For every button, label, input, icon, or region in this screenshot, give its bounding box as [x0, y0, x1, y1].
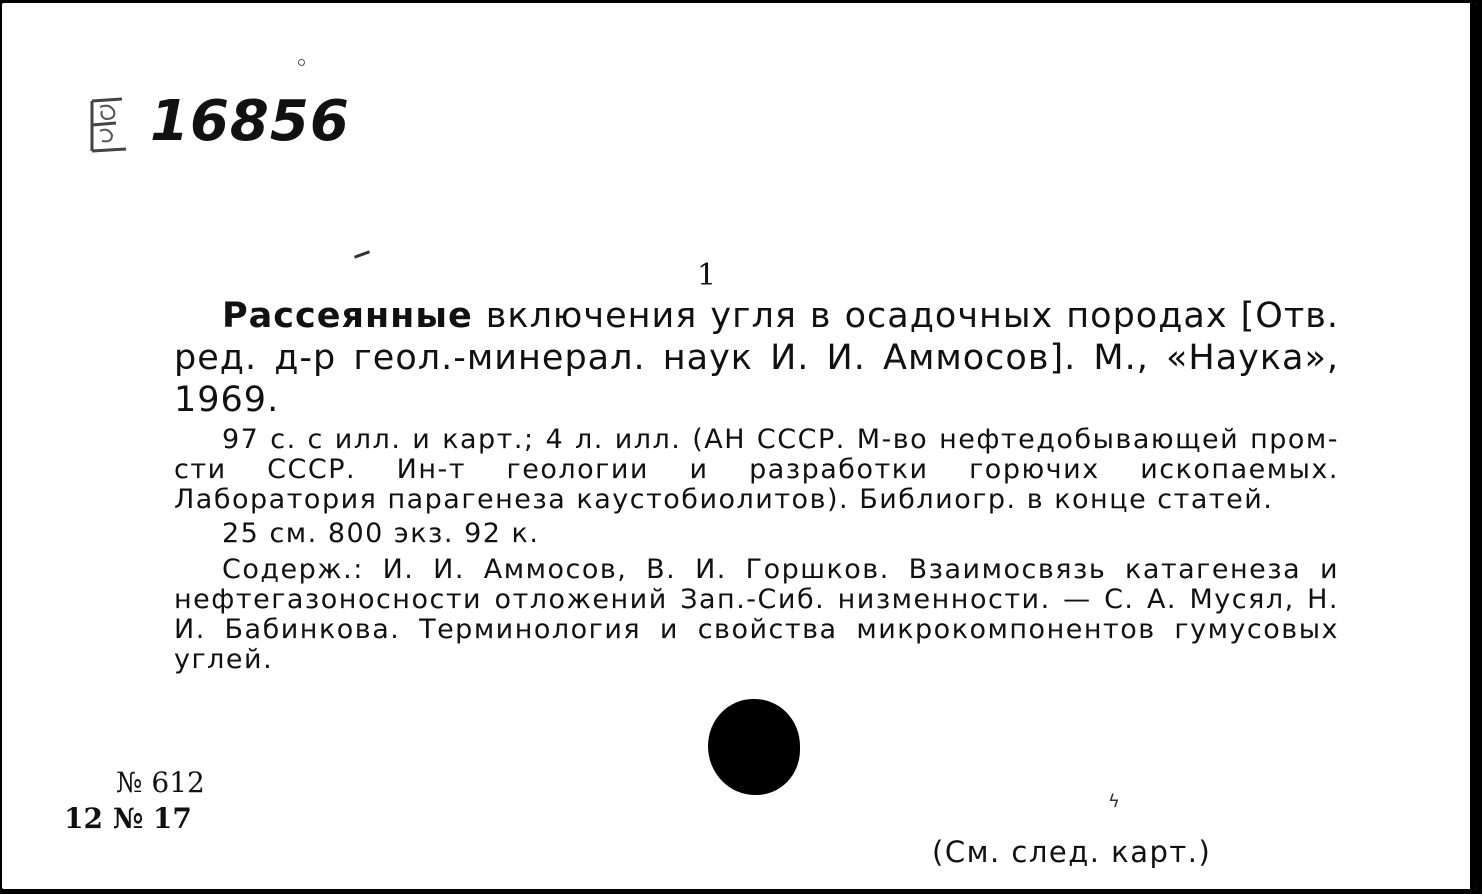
catalog-card — [2, 3, 1476, 889]
registration-number: 16856 — [150, 89, 350, 154]
card-edge — [1470, 3, 1476, 889]
continuation-note: (См. след. карт.) — [932, 835, 1212, 869]
title-lead: Рассеянные — [222, 296, 473, 336]
stray-mark — [354, 250, 370, 258]
bibliographic-entry — [174, 295, 1339, 675]
speck-mark — [298, 59, 305, 66]
title-block — [174, 295, 1339, 421]
physical-description: 25 см. 800 экз. 92 к. — [222, 518, 540, 549]
title-rest: включения угля в осадочных породах [Отв. ред. д-р геол.-минерал. наук И. И. Аммосов]. М., «Наука», 1969. — [174, 296, 1339, 420]
library-stamp-icon — [86, 95, 132, 157]
contents-note: Содерж.: И. И. Аммосов, В. И. Горшков. Взаимосвязь катагенеза и нефтегазоносности отложений Зап.-Сиб. низменности. — С. А. Мусял, Н. И. Бабинкова. Терминология и свойства микрокомпонентов гумусовых углей. — [174, 554, 1339, 675]
collation: 97 с. с илл. и карт.; 4 л. илл. (АН СССР. М-во нефтедобывающей пром-сти СССР. Ин-т геологии и разработки горючих ископаемых. Лаборатория парагенеза каустобиолитов). Библиогр. в конце статей. — [174, 424, 1339, 515]
inventory-number-primary: № 612 — [116, 766, 205, 799]
card-index: 1 — [697, 258, 717, 293]
punch-hole — [708, 699, 800, 795]
inventory-numbers — [64, 765, 205, 837]
inventory-number-secondary: 12 № 17 — [64, 802, 192, 835]
tick-mark: ϟ — [1108, 791, 1120, 812]
